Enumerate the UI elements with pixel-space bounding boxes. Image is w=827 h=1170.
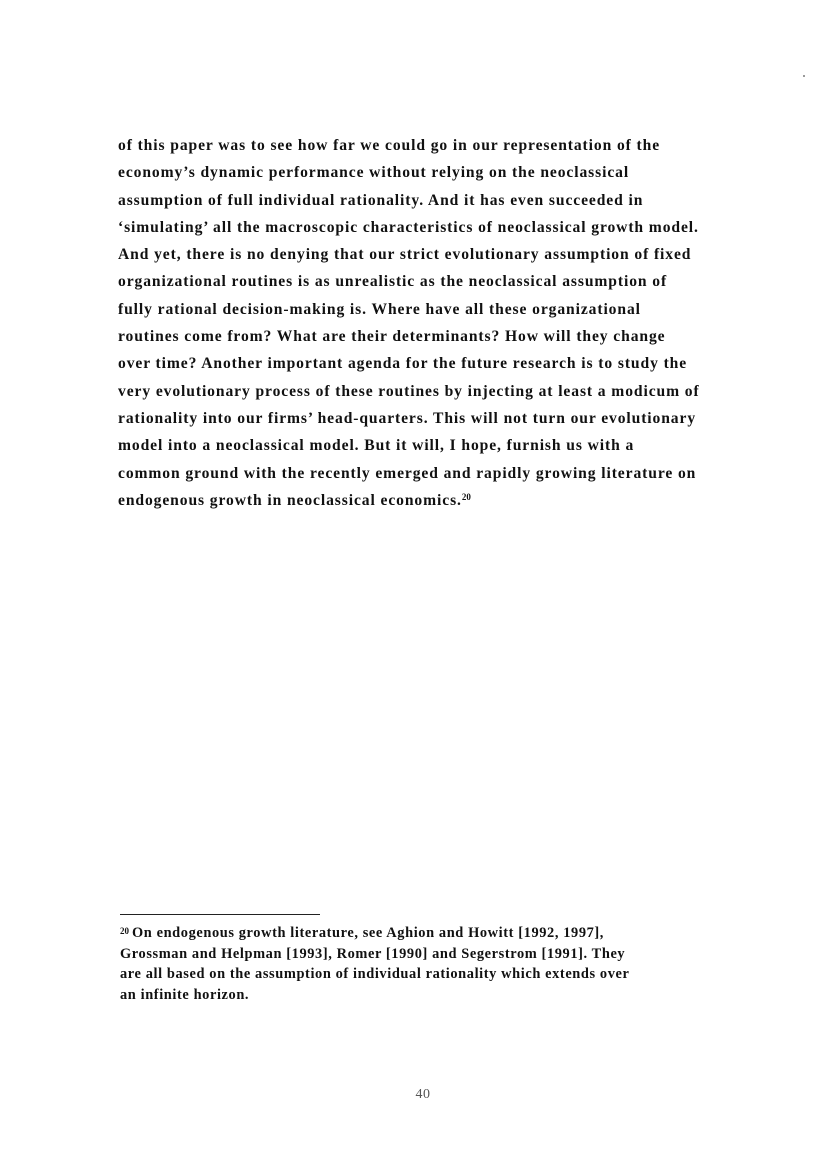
body-line: organizational routines is as unrealistic as the neoclassical assumption of (118, 273, 668, 291)
body-line: common ground with the recently emerged and rapidly growing literature on (118, 464, 697, 482)
footnote-line-text: On endogenous growth literature, see Aghion and Howitt [1992, 1997], (132, 925, 604, 941)
footnote-reference[interactable]: 20 (461, 491, 471, 502)
body-line: routines come from? What are their determinants? How will they change (118, 328, 666, 346)
footnote-line: an infinite horizon. (120, 986, 250, 1003)
scan-speck (803, 75, 805, 77)
body-line: economy’s dynamic performance without relying on the neoclassical (118, 164, 630, 182)
footnote-number: 20 (120, 926, 129, 936)
body-line: rationality into our firms’ head-quarters. This will not turn our evolutionary (118, 409, 697, 427)
body-line-last (118, 487, 758, 514)
body-line: ‘simulating’ all the macroscopic characteristics of neoclassical growth model. (118, 218, 699, 236)
body-line: very evolutionary process of these routines by injecting at least a modicum of (118, 382, 700, 400)
body-line-text: endogenous growth in neoclassical economics. (118, 491, 462, 509)
body-line: And yet, there is no denying that our strict evolutionary assumption of fixed (118, 246, 692, 264)
footnote-line: Grossman and Helpman [1993], Romer [1990] and Segerstrom [1991]. They (120, 945, 626, 962)
footnote (120, 923, 760, 1005)
footnote-divider (120, 914, 320, 915)
body-line: model into a neoclassical model. But it will, I hope, furnish us with a (118, 437, 635, 455)
body-line: assumption of full individual rationality. And it has even succeeded in (118, 191, 644, 209)
body-line: over time? Another important agenda for the future research is to study the (118, 355, 688, 373)
body-paragraph (118, 132, 758, 514)
page-number: 40 (415, 1087, 431, 1102)
footnote-line (120, 923, 760, 944)
footnote-line: are all based on the assumption of individual rationality which extends over (120, 966, 630, 982)
body-line: of this paper was to see how far we could go in our representation of the (118, 137, 661, 154)
body-line: fully rational decision-making is. Where have all these organizational (118, 300, 641, 318)
